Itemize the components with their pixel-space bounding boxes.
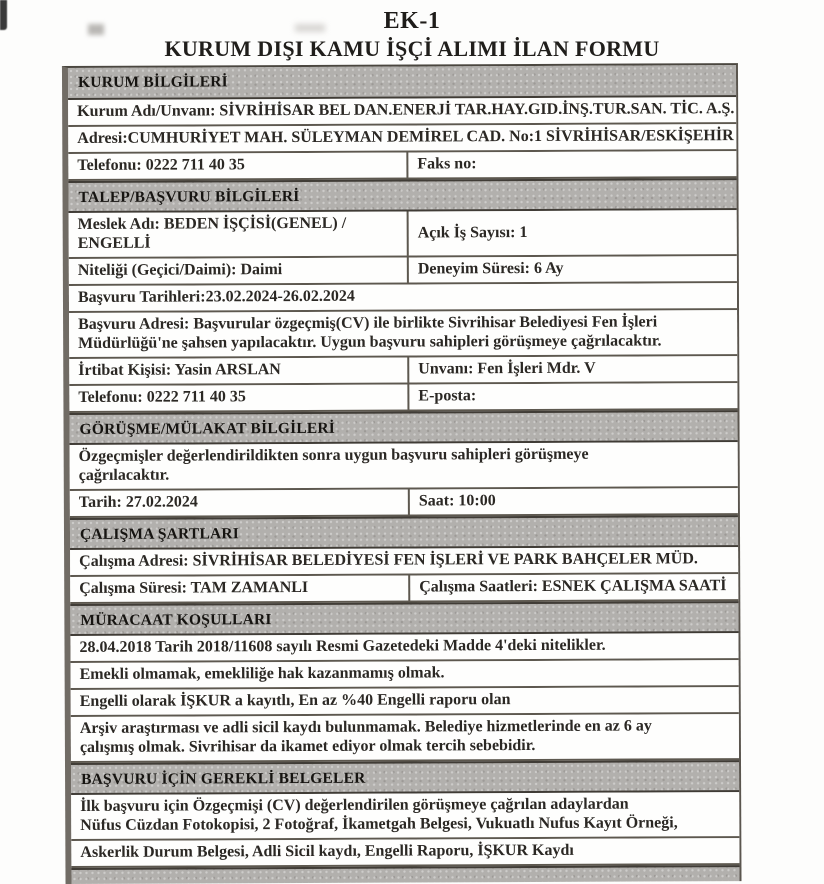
field-eposta: E-posta: xyxy=(407,383,737,409)
row-nitelik xyxy=(69,256,737,286)
field-basvuru-tarihleri: Başvuru Tarihleri:23.02.2024-26.02.2024 xyxy=(77,287,355,306)
section-header-talep-basvuru: TALEP/BAŞVURU BİLGİLERİ xyxy=(68,178,736,213)
field-kosul-3: Engelli olarak İŞKUR a kayıtlı, En az %40 Engelli raporu olan xyxy=(79,691,511,710)
row-kurum-adi xyxy=(68,97,736,127)
section-header-muracaat-kosullari: MÜRACAAT KOŞULLARI xyxy=(70,601,738,636)
field-meslek-adi: Meslek Adı: BEDEN İŞÇİSİ(GENEL) / ENGELLİ xyxy=(77,214,347,252)
field-telefon: Telefonu: 0222 711 40 35 xyxy=(77,156,245,174)
row-telefon-eposta xyxy=(69,383,737,413)
field-acik-is-sayisi: Açık İş Sayısı: 1 xyxy=(407,210,737,255)
field-calisma-suresi: Çalışma Süresi: TAM ZAMANLI xyxy=(79,578,309,597)
form-table xyxy=(62,63,742,884)
section-header-calisma-sartlari: ÇALIŞMA ŞARTLARI xyxy=(70,515,738,550)
row-tarih-saat xyxy=(70,488,738,518)
field-adres: Adresi:CUMHURİYET MAH. SÜLEYMAN DEMİREL CAD. No:1 SİVRİHİSAR/ESKİŞEHİR xyxy=(77,127,734,147)
field-deneyim-suresi: Deneyim Süresi: 6 Ay xyxy=(407,256,737,282)
section-header-gerekli-belgeler: BAŞVURU İÇİN GEREKLİ BELGELER xyxy=(71,760,739,795)
row-adres xyxy=(68,124,736,154)
row-basvuru-tarihleri xyxy=(69,283,737,313)
field-basvuru-adresi: Başvuru Adresi: Başvurular özgeçmiş(CV) ile birlikte Sivrihisar Belediyesi Fen İşleri Müdürlüğü'ne şahsen yapılacaktır. Uygun başvuru sahipleri görüşmeye çağrılacaktır. xyxy=(78,313,662,352)
row-gorusme-aciklama xyxy=(70,442,738,491)
row-meslek xyxy=(69,210,737,259)
row-irtibat xyxy=(69,356,737,386)
field-telefon-2: Telefonu: 0222 711 40 35 xyxy=(78,388,246,406)
row-basvuru-adresi xyxy=(69,310,737,359)
field-irtibat-kisisi: İrtibat Kişisi: Yasin ARSLAN xyxy=(78,361,281,379)
row-calisma-adresi xyxy=(70,547,738,577)
row-belge-2 xyxy=(71,838,739,868)
row-kosul-4 xyxy=(71,714,739,763)
field-kosul-2: Emekli olmamak, emekliliğe hak kazanmamış olmak. xyxy=(79,664,445,683)
field-calisma-saatleri: Çalışma Saatleri: ESNEK ÇALIŞMA SAATİ xyxy=(408,574,738,600)
row-kosul-3 xyxy=(71,687,739,717)
row-calisma-suresi xyxy=(70,574,738,604)
field-nitelik: Niteliği (Geçici/Daimi): Daimi xyxy=(77,261,283,279)
field-tarih: Tarih: 27.02.2024 xyxy=(78,493,198,511)
field-calisma-adresi: Çalışma Adresi: SİVRİHİSAR BELEDİYESİ FEN İŞLERİ VE PARK BAHÇELER MÜD. xyxy=(79,550,698,570)
field-belge-1: İlk başvuru için Özgeçmişi (CV) değerlendirilen görüşmeye çağrılan adaylardan Nüfus Cüzdan Fotokopisi, 2 Fotoğraf, İkametgah Belgesi, Vukuatlı Nufus Kayıt Örneği, xyxy=(80,795,678,834)
field-faks: Faks no: xyxy=(406,151,736,177)
row-belge-1 xyxy=(71,792,739,841)
form-code-title: EK-1 xyxy=(383,8,441,34)
row-kosul-2 xyxy=(71,660,739,690)
field-kosul-4: Arşiv araştırması ve adli sicil kaydı bulunmamak. Belediye hizmetlerinde en az 6 ay çalışmış olmak. Sivrihisar da ikamet ediyor olmak tercih sebebidir. xyxy=(79,717,652,756)
field-kosul-1: 28.04.2018 Tarih 2018/11608 sayılı Resmi Gazetedeki Madde 4'deki nitelikler. xyxy=(79,636,606,656)
section-header-gorusme-mulakat: GÖRÜŞME/MÜLAKAT BİLGİLERİ xyxy=(69,410,737,445)
row-telefon-faks xyxy=(68,151,736,181)
section-header-kurum-bilgileri: KURUM BİLGİLERİ xyxy=(68,65,736,100)
section-header-partial-bottom xyxy=(71,865,739,884)
field-unvan: Unvanı: Fen İşleri Mdr. V xyxy=(407,356,737,382)
field-saat: Saat: 10:00 xyxy=(408,488,738,514)
form-title: KURUM DIŞI KAMU İŞÇİ ALIMI İLAN FORMU xyxy=(164,36,660,61)
field-belge-2: Askerlik Durum Belgesi, Adli Sicil kaydı, Engelli Raporu, İŞKUR Kaydı xyxy=(80,841,574,861)
field-kurum-adi: Kurum Adı/Unvanı: SİVRİHİSAR BEL DAN.ENERJİ TAR.HAY.GID.İNŞ.TUR.SAN. TİC. A.Ş. xyxy=(77,100,735,120)
row-kosul-1 xyxy=(70,633,738,663)
field-gorusme-aciklama: Özgeçmişler değerlendirildikten sonra uygun başvuru sahipleri görüşmeye çağrılacaktır. xyxy=(78,445,589,484)
